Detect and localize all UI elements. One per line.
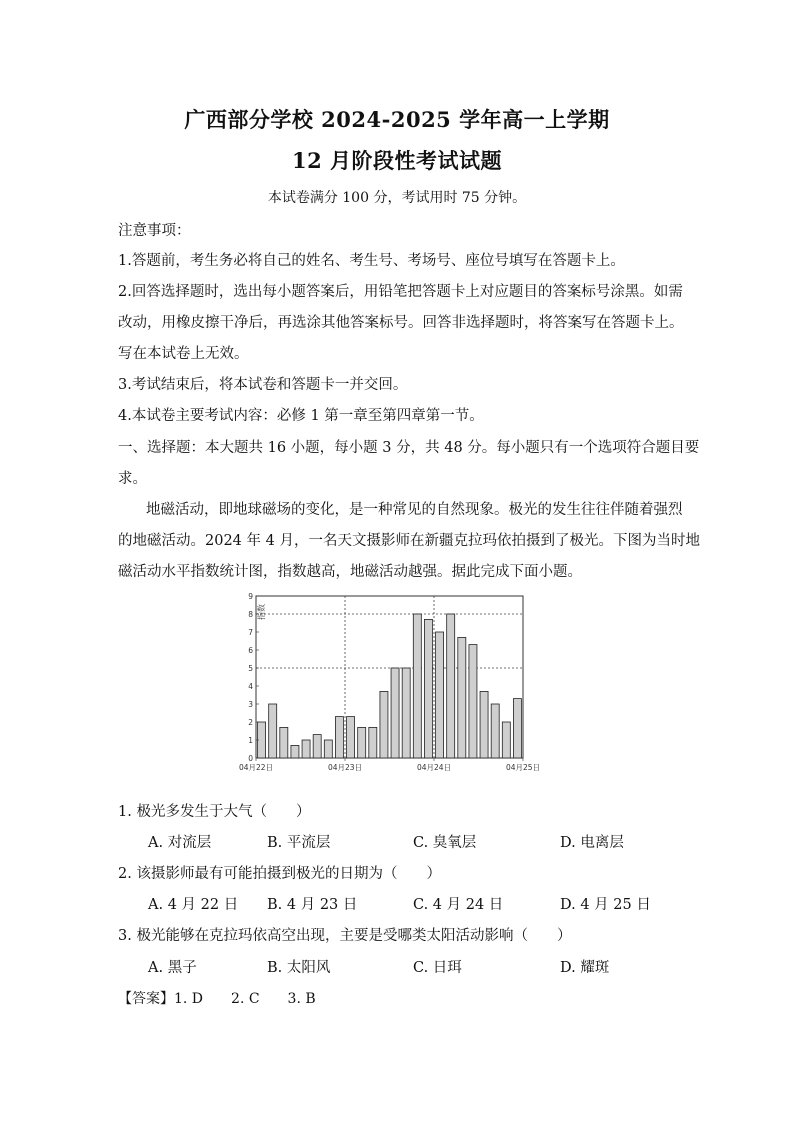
chart-bar [491,704,499,758]
chart-bar [513,699,521,758]
chart-x-tick-label: 04月24日 [416,763,452,772]
chart-x-tick-label: 04月25日 [505,763,541,772]
question-2-option-a: A. 4 月 22 日 [148,897,239,913]
chart-bar [402,668,410,758]
chart-x-tick-label: 04月22日 [238,763,274,772]
chart-bar [280,727,288,758]
question-1-option-a: A. 对流层 [148,835,212,851]
question-1-option-b: B. 平流层 [267,835,331,851]
chart-y-tick-label: 8 [248,610,253,619]
chart-bar [447,614,455,758]
chart-bar [335,717,343,758]
chart-y-tick-label: 0 [248,754,253,763]
chart-bar [436,632,444,758]
chart-y-tick-label: 5 [248,664,253,673]
passage-line3: 磁活动水平指数统计图，指数越高，地磁活动越强。据此完成下面小题。 [118,564,582,580]
question-1-option-c: C. 臭氧层 [413,835,477,851]
passage-line2: 的地磁活动。2024 年 4 月，一名天文摄影师在新疆克拉玛依拍摄到了极光。下图为当时地 [118,533,700,549]
chart-x-tick-label: 04月23日 [327,763,363,772]
question-2-option-b: B. 4 月 23 日 [267,897,358,913]
question-2-option-d: D. 4 月 25 日 [560,897,651,913]
answer-text: 1. D 2. C 3. B [174,991,316,1007]
chart-bar [480,691,488,758]
note-2-line3: 写在本试卷上无效。 [118,346,249,362]
notes-heading: 注意事项： [118,223,191,239]
geomagnetic-index-chart [236,588,546,774]
chart-bar [347,717,355,758]
note-4: 4.本试卷主要考试内容：必修 1 第一章至第四章第一节。 [118,408,484,424]
chart-bar [469,645,477,758]
question-3-option-c: C. 日珥 [413,960,462,976]
chart-y-tick-label: 3 [248,700,253,709]
passage-line1: 地磁活动，即地球磁场的变化，是一种常见的自然现象。极光的发生往往伴随着强烈 [146,502,683,518]
question-1-stem: 1. 极光多发生于大气（ ） [118,804,311,820]
chart-y-tick-label: 6 [248,646,253,655]
chart-bar [369,727,377,758]
question-3-option-a: A. 黑子 [148,960,197,976]
chart-y-tick-label: 9 [248,592,253,601]
chart-y-tick-label: 1 [248,736,253,745]
chart-y-tick-label: 2 [248,718,253,727]
chart-bar [380,691,388,758]
question-2-option-c: C. 4 月 24 日 [413,897,504,913]
chart-bar [391,668,399,758]
chart-bar [358,727,366,758]
question-3-option-b: B. 太阳风 [267,960,331,976]
answer-line [118,988,316,1008]
chart-bar [302,740,310,758]
exam-title-line2: 12 月阶段性考试试题 [291,148,503,173]
question-1-option-d: D. 电离层 [560,835,624,851]
question-2-stem: 2. 该摄影师最有可能拍摄到极光的日期为（ ） [118,866,441,882]
answer-label: 【答案】 [118,991,174,1007]
exam-subtitle: 本试卷满分 100 分，考试用时 75 分钟。 [267,190,527,206]
exam-title-line1: 广西部分学校 2024-2025 学年高一上学期 [184,107,610,132]
chart-bar [458,637,466,758]
chart-bar [291,745,299,758]
chart-y-tick-label: 7 [248,628,253,637]
question-3-option-d: D. 耀斑 [560,960,610,976]
section-heading-line1: 一、选择题：本大题共 16 小题，每小题 3 分，共 48 分。每小题只有一个选项符合题目要 [118,440,700,456]
chart-bar [502,722,510,758]
chart-bar [424,619,432,758]
note-3: 3.考试结束后，将本试卷和答题卡一并交回。 [118,377,408,393]
chart-bar [269,704,277,758]
chart-y-tick-label: 4 [248,682,253,691]
chart-y-axis-label: 指数 [257,604,266,620]
question-3-stem: 3. 极光能够在克拉玛依高空出现，主要是受哪类太阳活动影响（ ） [118,928,572,944]
chart-bar [324,740,332,758]
note-2-line2: 改动，用橡皮擦干净后，再选涂其他答案标号。回答非选择题时，将答案写在答题卡上。 [118,315,684,331]
section-heading-line2: 求。 [118,471,147,487]
note-2-line1: 2.回答选择题时，选出每小题答案后，用铅笔把答题卡上对应题目的答案标号涂黑。如需 [118,284,683,300]
chart-bar [413,614,421,758]
chart-bar [313,735,321,758]
note-1: 1.答题前，考生务必将自己的姓名、考生号、考场号、座位号填写在答题卡上。 [118,253,625,269]
